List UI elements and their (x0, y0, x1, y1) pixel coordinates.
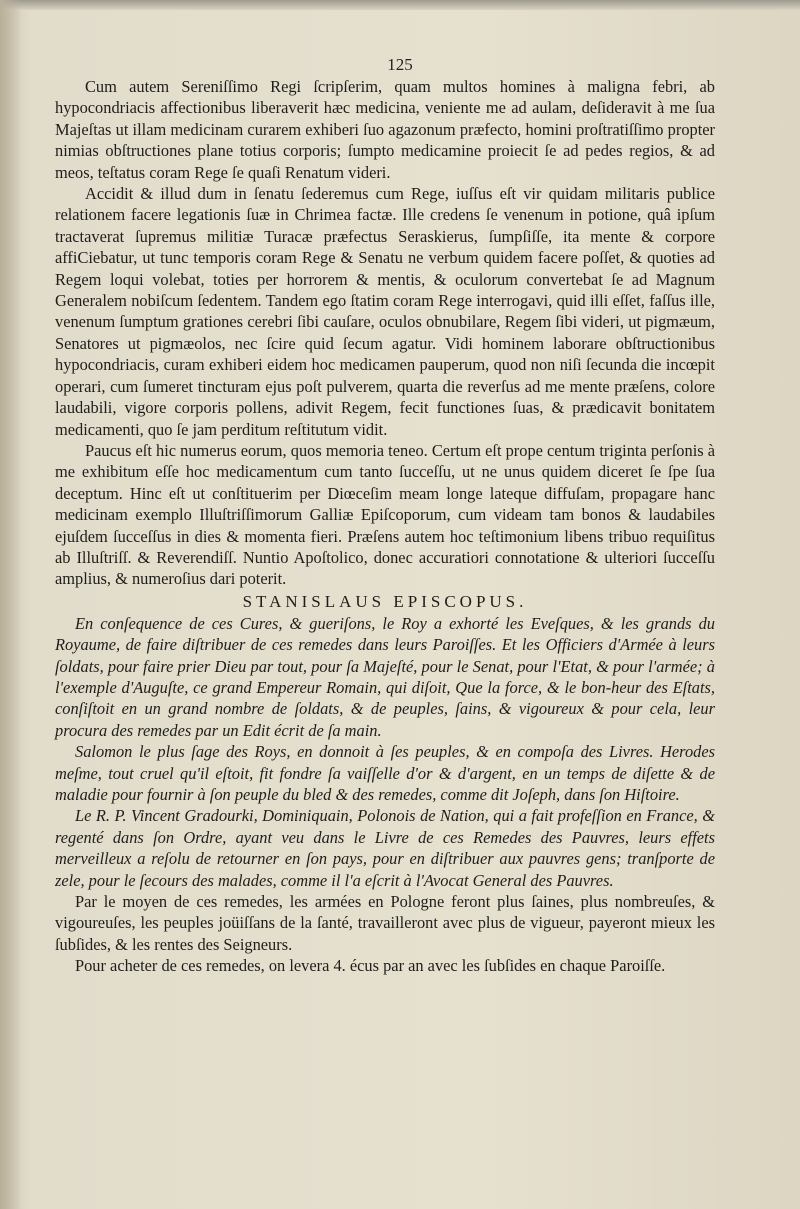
french-paragraph-3: Le R. P. Vincent Gradourki, Dominiquain, Polonois de Nation, qui a fait profeſſion en France, & regenté dans ſon Ordre, ayant veu dans le Livre de ces Remedes des Pauvres, leurs effets merveilleux a reſolu de retourner en ſon pays, pour en diſtribuer aux pauvres gens; tranſporte de zele, pour le ſecours des malades, comme il l'a eſcrit à l'Avocat General des Pauvres. (55, 806, 715, 890)
french-paragraph-1: En conſequence de ces Cures, & gueriſons, le Roy a exhorté les Eveſques, & les grands du Royaume, de faire diſtribuer de ces remedes dans leurs Paroiſſes. Et les Officiers d'Armée à leurs ſoldats, pour faire prier Dieu par tout, pour ſa Majeſté, pour le Senat, pour l'Etat, & pour l'armée; à l'exemple d'Auguſte, ce grand Empereur Romain, qui diſoit, Que la force, & le bon-heur des Eſtats, conſiſtoit en un grand nombre de ſoldats, & de peuples, ſains, & vigoureux & pour cela, leur procura des remedes par un Edit écrit de ſa main. (55, 613, 715, 740)
latin-paragraph-3: Paucus eſt hic numerus eorum, quos memoria teneo. Certum eſt prope centum triginta perſonis à me exhibitum eſſe hoc medicamentum cum tanto ſucceſſu, ut ne unus quidem diceret ſe ſpe ſua deceptum. Hinc eſt ut conſtituerim per Diœceſim meam longe lateque diffuſam, propagare hanc medicinam exemplo Illuſtriſſimorum Galliæ Epiſcoporum, cum videam tam bonos & laudabiles ejuſdem ſucceſſus in dies & momenta fieri. Præſens autem hoc teſtimonium libens tribuo requiſitus ab Illuſtriſſ. & Reverendiſſ. Nuntio Apoſtolico, donec accuratiori connotatione & ulteriori ſucceſſu amplius, & numeroſius dari poterit. (55, 440, 715, 589)
scan-top-edge (0, 0, 800, 10)
french-paragraph-4: Par le moyen de ces remedes, les armées en Pologne feront plus ſaines, plus nombreuſes, & vigoureuſes, les peuples joüiſſans de la ſanté, travailleront avec plus de vigueur, payeront mieux les ſubſides, & les rentes des Seigneurs. (55, 892, 715, 954)
signature: STANISLAUS EPISCOPUS. (242, 591, 528, 611)
latin-paragraph-2: Accidit & illud dum in ſenatu ſederemus cum Rege, iuſſus eſt vir quidam militaris publice relationem facere legationis ſuæ in Chrimea factæ. Ille credens ſe venenum in potione, quâ ipſum tractaverat ſupremus militiæ Turacæ præfectus Seraskierus, ſumpſiſſe, ita mente & corpore affiCiebatur, ut tunc temporis coram Rege & Senatu ne verbum quidem facere poſſet, & quoties ad Regem loqui volebat, toties per horrorem & mentis, & oculorum convertebat ſe ad Magnum Generalem nobiſcum ſedentem. Tandem ego ſtatim coram Rege interrogavi, quid illi eſſet, faſſus ille, venenum ſumptum grationes cerebri ſibi cauſare, oculos obnubilare, Regem ſibi videri, ut pigmæum, Senatores ut pigmæolos, nec ſcire quid ſecum agatur. Vidi hominem laborare obſtructionibus hypocondriacis, curam exhiberi eidem hoc medicamen pauperum, quod non niſi ſecunda die incœpit operari, cum ſumeret tincturam ejus poſt pulverem, quarta die reverſus ad me mente præſens, colore laudabili, vigore corporis pollens, adivit Regem, fecit functiones ſuas, & prædicavit bonitatem medicamenti, quo ſe jam perditum reſtitutum vidit. (55, 184, 715, 439)
page-body (55, 76, 715, 977)
page-number: 125 (387, 55, 413, 74)
scan-left-edge (0, 0, 22, 1209)
latin-paragraph-1: Cum autem Sereniſſimo Regi ſcripſerim, quam multos homines à maligna febri, ab hypocondriacis affectionibus liberaverit hæc medicina, veniente me ad aulam, deſideravit à me ſua Majeſtas ut illam medicinam curarem exhiberi ſuo agazonum præfecto, homini proſtratiſſimo propter nimias obſtructiones plane totius corporis; ſumpto medicamine proiecit ſe ad pedes regios, & ad meos, teſtatus coram Rege ſe quaſi Renatum videri. (55, 77, 715, 182)
french-paragraph-5: Pour acheter de ces remedes, on levera 4. écus par an avec les ſubſides en chaque Paroiſſe. (75, 956, 666, 976)
french-paragraph-2: Salomon le plus ſage des Roys, en donnoit à ſes peuples, & en compoſa des Livres. Herodes meſme, tout cruel qu'il eſtoit, fit fondre ſa vaiſſelle d'or & d'argent, en un temps de diſette & de maladie pour fournir à ſon peuple du bled & des remedes, comme dit Joſeph, dans ſon Hiſtoire. (55, 742, 715, 804)
